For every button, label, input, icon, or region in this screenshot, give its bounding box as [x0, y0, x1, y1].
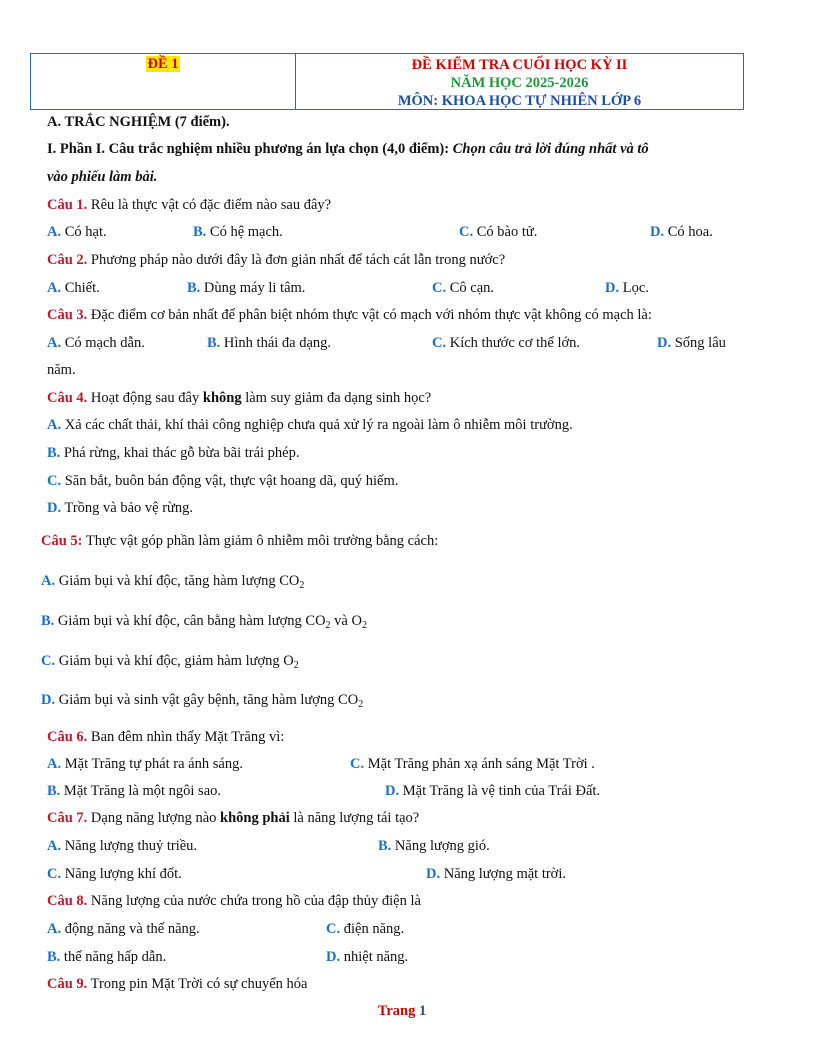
q3-option-b: B. Hình thái đa dạng. [207, 335, 332, 351]
school-year: NĂM HỌC 2025-2026 [450, 75, 589, 91]
q7-option-c: C. Năng lượng khí đốt. [47, 866, 182, 882]
q5-option-b: B. Giảm bụi và khí độc, cân bằng hàm lượng $CO_2$ và $O_2$ [41, 613, 367, 631]
question-2: Câu 2. Phương pháp nào dưới đây là đơn giản nhất để tách cát lẫn trong nước? [47, 252, 506, 268]
q8-option-b: B. thế năng hấp dẫn. [47, 949, 167, 965]
exam-title-block [296, 56, 743, 110]
q4-option-b: B. Phá rừng, khai thác gỗ bừa bãi trái phép. [47, 445, 300, 461]
q2-option-d: D. Lọc. [605, 280, 649, 296]
exam-header [30, 53, 744, 110]
question-7: Câu 7. Dạng năng lượng nào không phải là năng lượng tái tạo? [47, 810, 420, 826]
q5-option-d: D. Giảm bụi và sinh vật gây bệnh, tăng hàm lượng $CO_2$ [41, 692, 364, 710]
q6-option-d: D. Mặt Trăng là vệ tinh của Trái Đất. [385, 783, 601, 799]
q4-option-c: C. Săn bắt, buôn bán động vật, thực vật hoang dã, quý hiếm. [47, 473, 399, 489]
q6-option-a: A. Mặt Trăng tự phát ra ánh sáng. [47, 756, 243, 772]
exam-code: ĐỀ 1 [147, 56, 179, 72]
part1-heading: I. Phần I. Câu trắc nghiệm nhiều phương án lựa chọn (4,0 điểm): Chọn câu trả lời đúng nhất và tô [47, 141, 649, 157]
q1-option-c: C. Có bào tử. [459, 224, 538, 240]
question-6: Câu 6. Ban đêm nhìn thấy Mặt Trăng vì: [47, 729, 285, 745]
q6-option-b: B. Mặt Trăng là một ngôi sao. [47, 783, 222, 799]
q5-option-c: C. Giảm bụi và khí độc, giảm hàm lượng $O_2$ [41, 653, 299, 671]
q3-option-d: D. Sống lâu [657, 335, 726, 351]
q1-option-b: B. Có hệ mạch. [193, 224, 283, 240]
question-4: Câu 4. Hoạt động sau đây không làm suy giảm đa dạng sinh học? [47, 390, 432, 406]
q3-option-c: C. Kích thước cơ thể lớn. [432, 335, 581, 351]
q4-option-d: D. Trồng và bảo vệ rừng. [47, 500, 194, 516]
question-8: Câu 8. Năng lượng của nước chứa trong hồ của đập thủy điện là [47, 893, 421, 909]
subject: MÔN: KHOA HỌC TỰ NHIÊN LỚP 6 [397, 93, 642, 109]
q1-option-a: A. Có hạt. [47, 224, 107, 240]
q7-option-b: B. Năng lượng gió. [378, 838, 490, 854]
section-a-heading: A. TRẮC NGHIỆM (7 điểm). [47, 114, 230, 130]
page-number: 1 [418, 1003, 427, 1019]
part1-instruction: vào phiếu làm bài. [47, 169, 158, 185]
q7-option-d: D. Năng lượng mặt trời. [426, 866, 566, 882]
q8-option-c: C. điện năng. [326, 921, 405, 937]
page-footer [0, 1003, 810, 1020]
q2-option-a: A. Chiết. [47, 280, 100, 296]
q3-option-d-continued: năm. [47, 362, 76, 378]
question-9: Câu 9. Trong pin Mặt Trời có sự chuyển hóa [47, 976, 308, 992]
exam-title: ĐỀ KIỂM TRA CUỐI HỌC KỲ II [411, 57, 628, 73]
q5-option-a: A. Giảm bụi và khí độc, tăng hàm lượng $CO_2$ [41, 573, 305, 591]
q1-option-d: D. Có hoa. [650, 224, 713, 240]
q3-option-a: A. Có mạch dẫn. [47, 335, 145, 351]
q8-option-a: A. động năng và thế năng. [47, 921, 200, 937]
q2-option-c: C. Cô cạn. [432, 280, 495, 296]
q6-option-c: C. Mặt Trăng phản xạ ánh sáng Mặt Trời . [350, 756, 595, 772]
q7-option-a: A. Năng lượng thuỷ triều. [47, 838, 198, 854]
q8-option-d: D. nhiệt năng. [326, 949, 409, 965]
footer-label: Trang [377, 1003, 416, 1019]
question-1: Câu 1. Rêu là thực vật có đặc điểm nào sau đây? [47, 197, 332, 213]
question-3: Câu 3. Đặc điểm cơ bản nhất để phân biệt nhóm thực vật có mạch với nhóm thực vật không có mạch là: [47, 307, 652, 323]
q2-option-b: B. Dùng máy li tâm. [187, 280, 306, 296]
question-5: Câu 5: Thực vật góp phần làm giảm ô nhiễm môi trường bằng cách: [41, 533, 439, 549]
q4-option-a: A. Xả các chất thải, khí thải công nghiệp chưa quả xử lý ra ngoài làm ô nhiễm môi trường. [47, 417, 573, 433]
